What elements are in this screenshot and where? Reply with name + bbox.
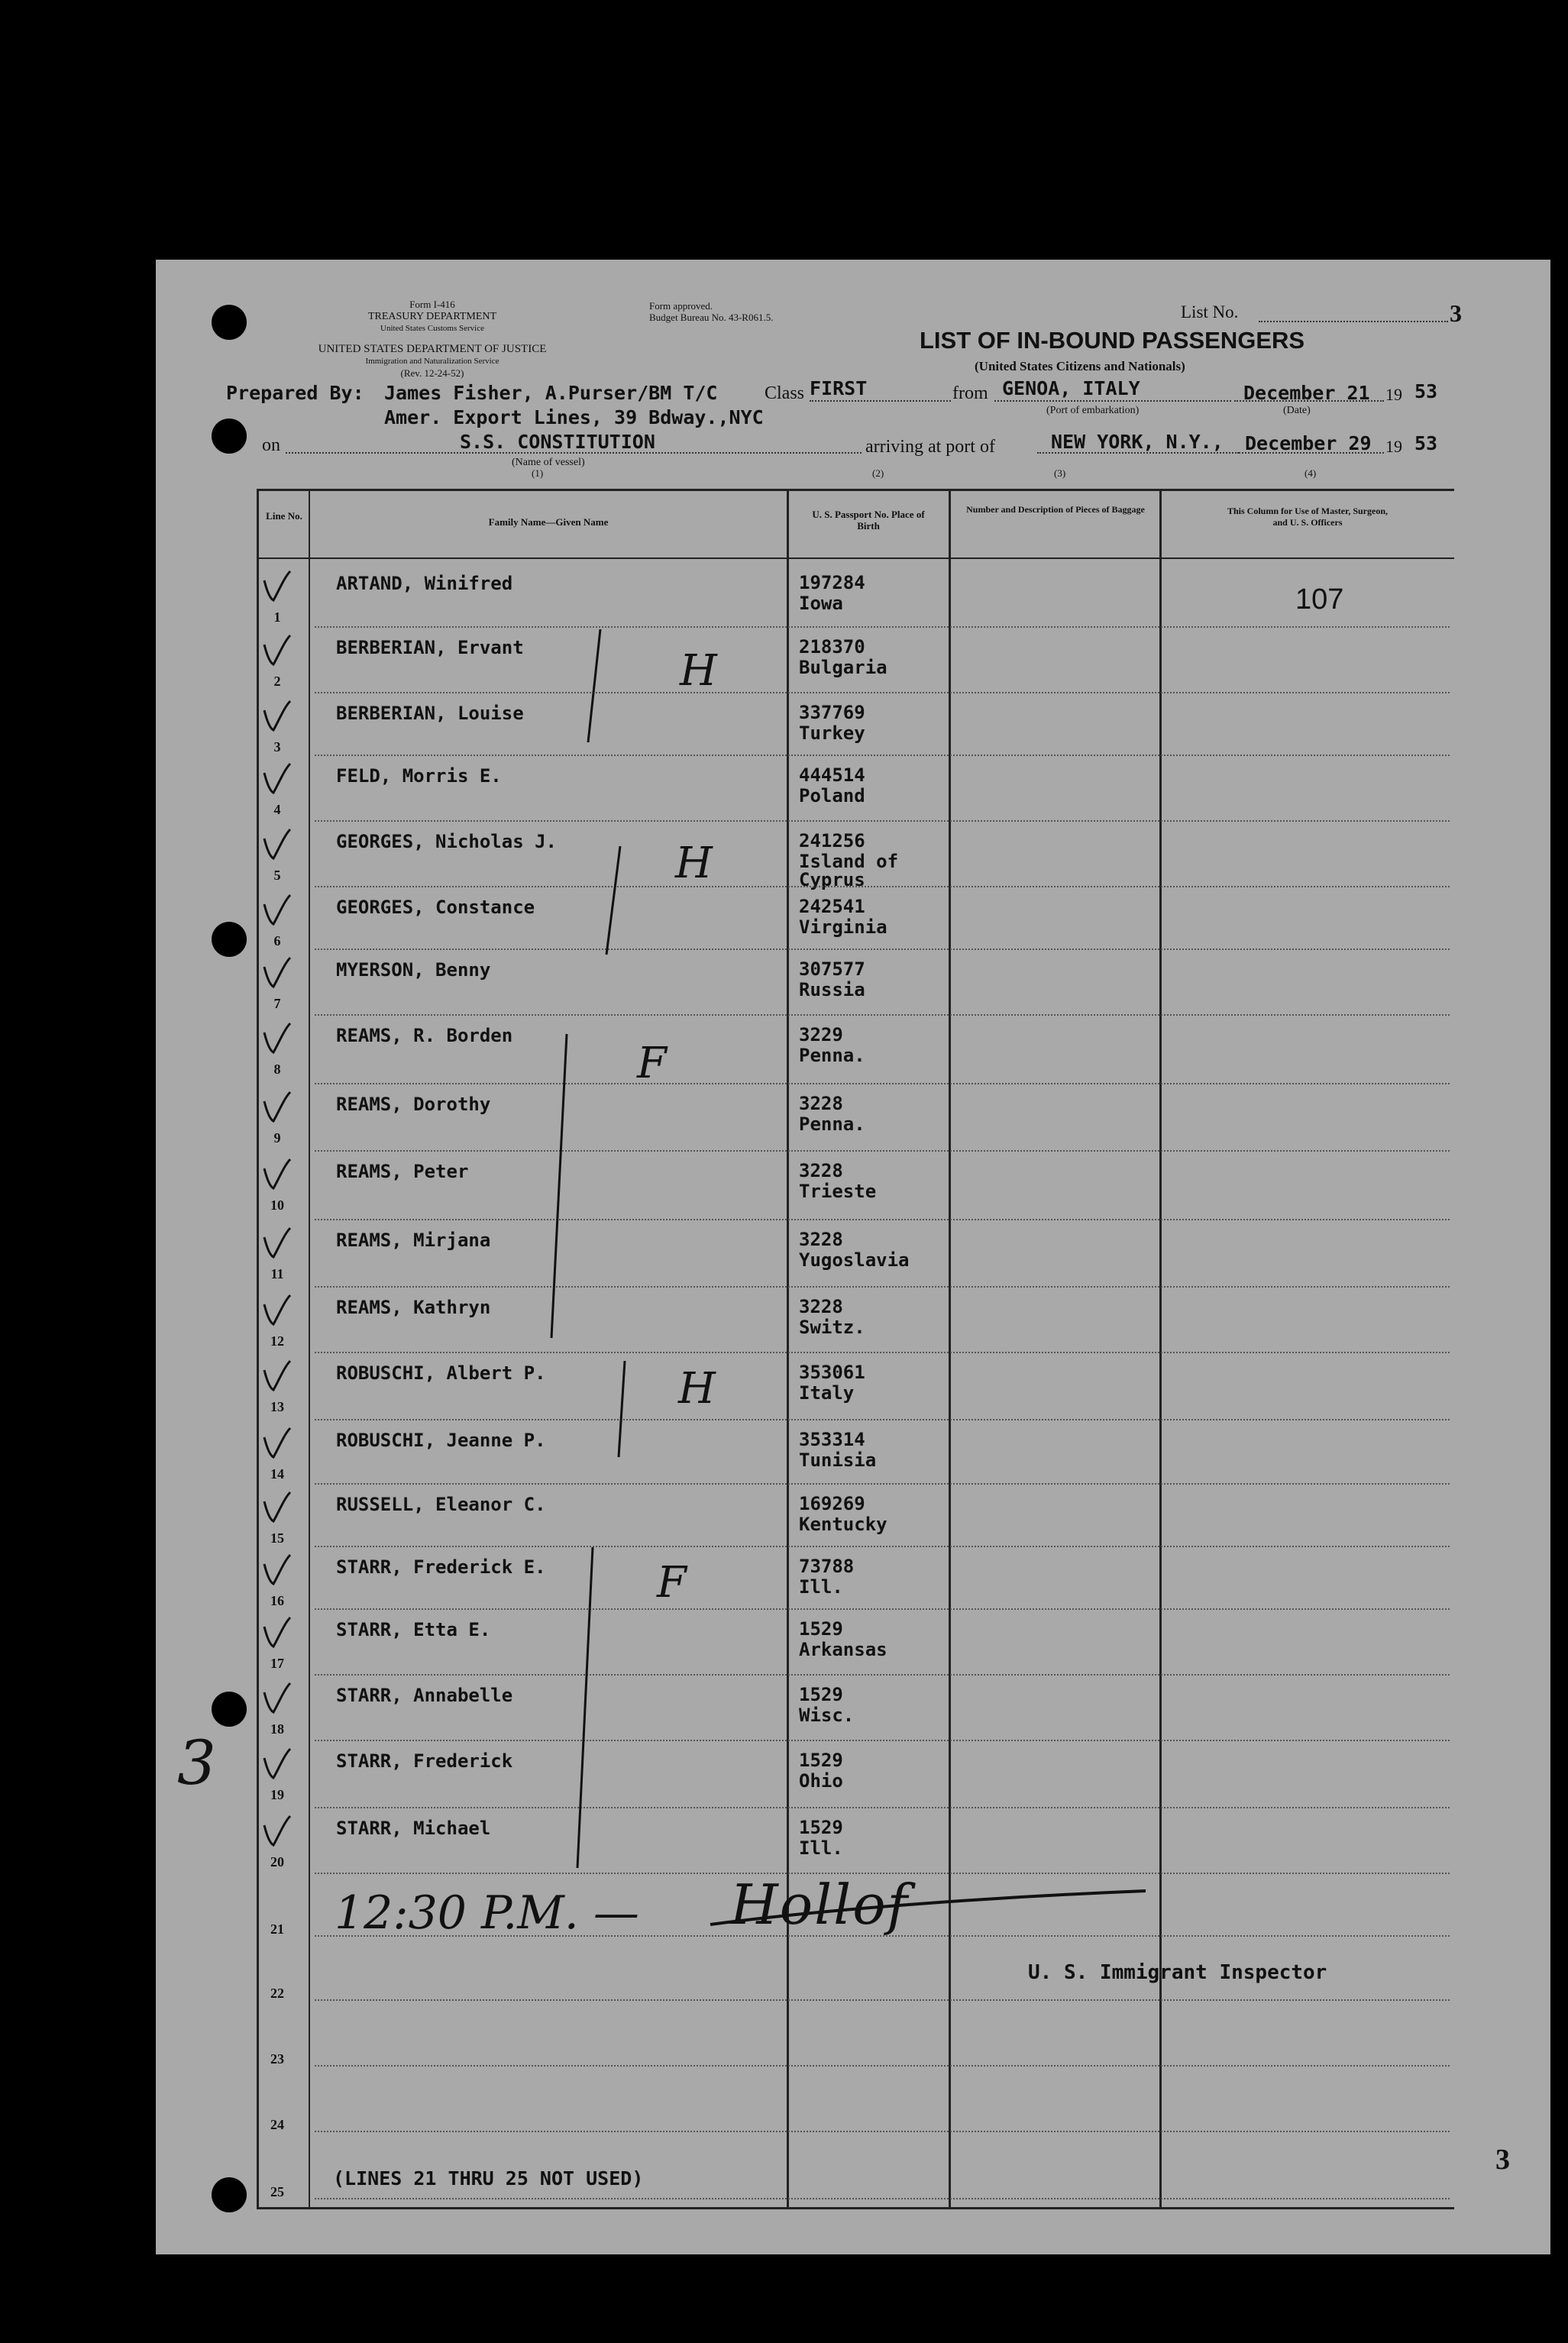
place-of-birth: Switz. xyxy=(799,1317,865,1338)
passenger-name: BERBERIAN, Ervant xyxy=(336,637,524,658)
passenger-name: STARR, Etta E. xyxy=(336,1619,491,1640)
line-number: 24 xyxy=(270,2117,284,2132)
place-of-birth: Poland xyxy=(799,785,865,806)
passport-number: 307577 xyxy=(799,958,865,980)
col-num-4: (4) xyxy=(1305,467,1317,479)
form-revision: (Rev. 12-24-52) xyxy=(400,367,464,379)
signature-time: 12:30 P.M. — xyxy=(335,1886,639,1940)
ins-service: Immigration and Naturalization Service xyxy=(365,357,499,366)
place-of-birth: Arkansas xyxy=(799,1639,887,1660)
group-mark-1: H xyxy=(680,646,717,696)
place-of-birth: Bulgaria xyxy=(799,657,887,678)
departure-date: December 21 xyxy=(1243,382,1370,404)
place-of-birth: Penna. xyxy=(799,1113,865,1135)
departure-year: 53 xyxy=(1414,380,1438,402)
vessel-caption: (Name of vessel) xyxy=(512,457,585,468)
line-number: 15 xyxy=(270,1530,284,1546)
line-number: 23 xyxy=(270,2051,284,2067)
col-num-3: (3) xyxy=(1054,467,1066,479)
line-number: 8 xyxy=(273,1062,281,1077)
passport-number: 242541 xyxy=(799,896,865,917)
passport-number: 353314 xyxy=(799,1429,865,1450)
place-of-birth: Trieste xyxy=(799,1181,877,1202)
prepared-by-label: Prepared By: xyxy=(226,382,364,404)
line-number: 3 xyxy=(273,739,281,755)
place-of-birth: Wisc. xyxy=(799,1705,855,1726)
inspector-caption: U. S. Immigrant Inspector xyxy=(1028,1961,1327,1984)
on-label: on xyxy=(262,435,280,455)
passport-number: 337769 xyxy=(799,702,865,723)
line-number: 22 xyxy=(270,1986,284,2001)
line-number: 5 xyxy=(273,868,281,883)
passenger-name: BERBERIAN, Louise xyxy=(336,703,524,724)
line-number: 4 xyxy=(273,802,281,817)
line-number: 25 xyxy=(270,2184,284,2199)
col-num-1: (1) xyxy=(532,467,544,479)
place-of-birth: Turkey xyxy=(799,722,865,744)
col-num-2: (2) xyxy=(872,467,884,479)
passport-number: 218370 xyxy=(799,636,865,658)
passport-number: 3228 xyxy=(799,1160,843,1181)
line-number: 18 xyxy=(270,1721,284,1737)
place-of-birth: Tunisia xyxy=(799,1449,877,1471)
passenger-name: ROBUSCHI, Jeanne P. xyxy=(336,1430,546,1451)
passport-number: 353061 xyxy=(799,1362,865,1383)
passenger-name: STARR, Annabelle xyxy=(336,1685,513,1706)
line-number: 20 xyxy=(270,1854,284,1870)
header-line-no: Line No. xyxy=(266,510,302,522)
passenger-name: ROBUSCHI, Albert P. xyxy=(336,1362,546,1384)
place-of-birth: Ill. xyxy=(799,1576,843,1598)
place-of-birth: Russia xyxy=(799,979,865,1000)
from-value: GENOA, ITALY xyxy=(1002,377,1140,399)
passenger-name: ARTAND, Winifred xyxy=(336,573,513,594)
passport-number: 3228 xyxy=(799,1229,843,1250)
margin-count: 3 xyxy=(177,1727,216,1798)
line-number: 13 xyxy=(270,1399,284,1414)
passenger-name: STARR, Frederick xyxy=(336,1750,513,1772)
unused-lines-note: (LINES 21 THRU 25 NOT USED) xyxy=(333,2167,644,2189)
passport-number: 3228 xyxy=(799,1093,843,1114)
group-mark-4: H xyxy=(678,1364,716,1414)
from-label: from xyxy=(952,383,988,403)
passport-number: 3229 xyxy=(799,1024,843,1045)
form-subtitle: (United States Citizens and Nationals) xyxy=(975,359,1185,373)
passport-number: 3228 xyxy=(799,1296,843,1317)
line-number: 9 xyxy=(273,1130,281,1146)
port-embarkation-caption: (Port of embarkation) xyxy=(1046,405,1140,416)
form-approved: Form approved. xyxy=(649,300,713,312)
arrival-year: 53 xyxy=(1414,432,1438,454)
arrival-year-prefix: 19 xyxy=(1385,437,1402,456)
line-number: 21 xyxy=(270,1921,284,1937)
passport-number: 1529 xyxy=(799,1684,843,1705)
date-caption: (Date) xyxy=(1283,405,1311,416)
form-number: Form I-416 xyxy=(409,299,455,310)
line-number: 1 xyxy=(273,609,281,625)
place-of-birth: Ohio xyxy=(799,1770,843,1792)
passenger-name: STARR, Frederick E. xyxy=(336,1556,546,1578)
class-value: FIRST xyxy=(810,377,868,399)
arrival-port: NEW YORK, N.Y., xyxy=(1051,431,1224,453)
header-name: Family Name—Given Name xyxy=(488,516,609,528)
line-number: 10 xyxy=(270,1197,284,1213)
passport-number: 169269 xyxy=(799,1493,865,1514)
passport-number: 1529 xyxy=(799,1817,843,1838)
passport-number: 444514 xyxy=(799,764,865,786)
place-of-birth: Yugoslavia xyxy=(799,1249,910,1271)
passenger-name: REAMS, Peter xyxy=(336,1161,469,1182)
inspector-signature: Hollof xyxy=(730,1873,910,1937)
place-of-birth: Penna. xyxy=(799,1045,865,1066)
group-mark-5: F xyxy=(657,1558,687,1608)
line-number: 11 xyxy=(270,1266,284,1281)
passenger-name: REAMS, Dorothy xyxy=(336,1094,491,1115)
page-corner-number: 3 xyxy=(1495,2144,1510,2176)
passenger-name: GEORGES, Constance xyxy=(336,897,535,918)
prepared-by-value: James Fisher, A.Purser/BM T/C xyxy=(384,382,718,404)
header-baggage: Number and Description of Pieces of Baggage xyxy=(966,504,1145,515)
passenger-name: FELD, Morris E. xyxy=(336,765,502,787)
passenger-name: MYERSON, Benny xyxy=(336,959,491,981)
officer-note: 107 xyxy=(1295,583,1344,616)
passenger-name: GEORGES, Nicholas J. xyxy=(336,831,557,852)
budget-bureau: Budget Bureau No. 43-R061.5. xyxy=(649,312,774,323)
place-of-birth: Italy xyxy=(799,1382,855,1404)
line-number: 17 xyxy=(270,1656,284,1671)
passport-number: 241256 xyxy=(799,830,865,852)
treasury-department: TREASURY DEPARTMENT xyxy=(367,311,497,322)
line-number: 12 xyxy=(270,1333,284,1349)
line-number: 6 xyxy=(273,933,281,949)
form-title: LIST OF IN-BOUND PASSENGERS xyxy=(920,327,1305,354)
arriving-label: arriving at port of xyxy=(865,437,995,457)
passenger-name: REAMS, Mirjana xyxy=(336,1230,491,1251)
prepared-by-line2: Amer. Export Lines, 39 Bdway.,NYC xyxy=(384,406,764,428)
line-number: 2 xyxy=(273,674,281,689)
line-number: 19 xyxy=(270,1787,284,1802)
passenger-name: STARR, Michael xyxy=(336,1818,491,1839)
customs-service: United States Customs Service xyxy=(380,324,484,333)
header-officers: This Column for Use of Master, Surgeon, and U. S. Officers xyxy=(1227,506,1388,528)
line-number: 7 xyxy=(273,996,281,1011)
passport-number: 197284 xyxy=(799,572,865,593)
arrival-date: December 29 xyxy=(1245,432,1372,454)
vessel-name: S.S. CONSTITUTION xyxy=(460,431,655,453)
line-number: 16 xyxy=(270,1593,284,1608)
passport-number: 1529 xyxy=(799,1750,843,1771)
justice-department: UNITED STATES DEPARTMENT OF JUSTICE xyxy=(318,343,547,355)
group-mark-3: F xyxy=(637,1039,667,1088)
passport-number: 73788 xyxy=(799,1556,855,1577)
passenger-name: REAMS, R. Borden xyxy=(336,1025,513,1046)
list-no-label: List No. xyxy=(1181,302,1239,322)
place-of-birth: Kentucky xyxy=(799,1514,887,1535)
class-label: Class xyxy=(765,383,805,403)
place-of-birth: Island of Cyprus xyxy=(799,851,899,890)
group-mark-2: H xyxy=(675,839,713,888)
place-of-birth: Iowa xyxy=(799,593,843,614)
place-of-birth: Ill. xyxy=(799,1837,843,1859)
passenger-name: REAMS, Kathryn xyxy=(336,1297,491,1318)
line-number: 14 xyxy=(270,1466,284,1482)
header-passport: U. S. Passport No. Place of Birth xyxy=(812,509,925,532)
place-of-birth: Virginia xyxy=(799,916,887,938)
list-no-value: 3 xyxy=(1450,299,1462,327)
passport-number: 1529 xyxy=(799,1618,843,1640)
passenger-name: RUSSELL, Eleanor C. xyxy=(336,1494,546,1515)
departure-year-prefix: 19 xyxy=(1385,385,1402,404)
